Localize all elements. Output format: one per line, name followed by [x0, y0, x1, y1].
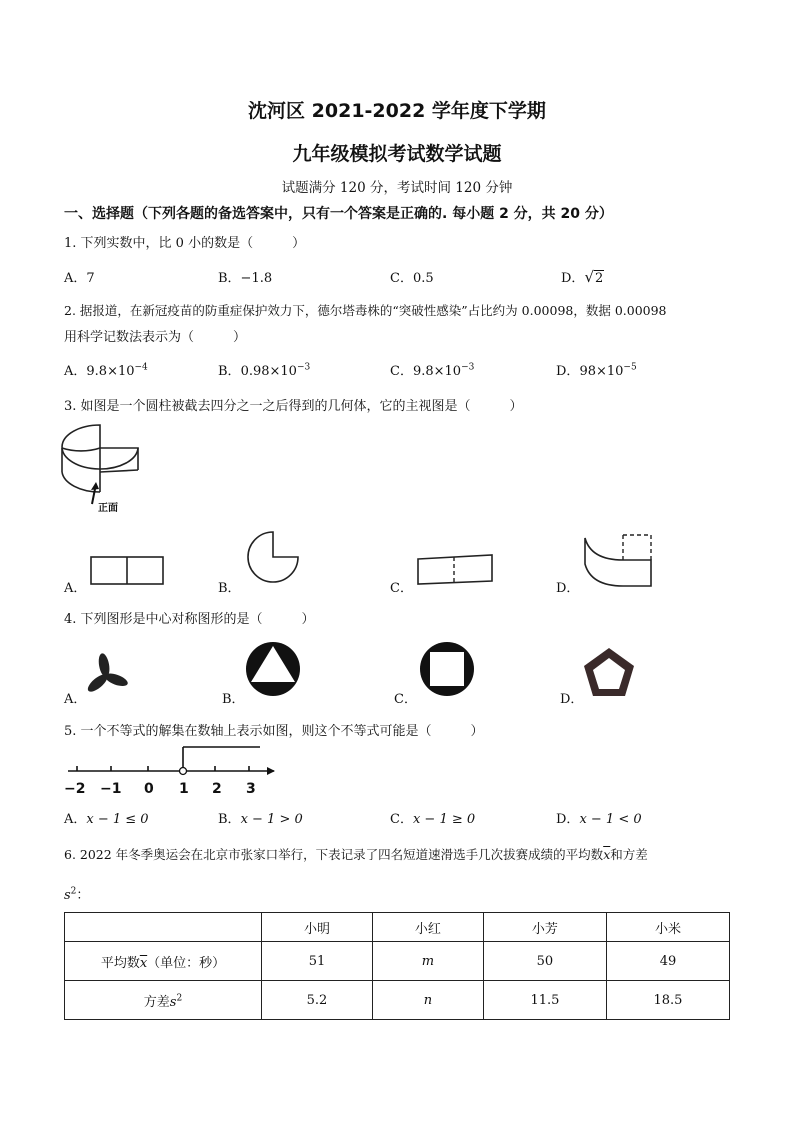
q3-option-a: A． [64, 581, 87, 596]
q3-option-b-figure [246, 530, 302, 586]
colon: ： [76, 888, 90, 903]
row-label-mean [65, 942, 262, 981]
q2-option-b-mantissa: 0.98×10 [240, 364, 297, 379]
q1-option-d [561, 267, 604, 286]
table-cell: 18.5 [606, 981, 729, 1020]
q5-option-a-label: A． [64, 812, 87, 827]
question-3-stem: 3. 如图是一个圆柱被截去四分之一之后得到的几何体，它的主视图是（ ） [64, 399, 523, 414]
q2-option-a [64, 360, 148, 379]
q2-option-a-mantissa: 9.8×10 [86, 364, 135, 379]
table-cell: n [372, 981, 483, 1020]
table-header-cell: 小芳 [483, 913, 606, 942]
q5-option-c [390, 808, 475, 827]
s-exponent: 2 [70, 886, 77, 897]
scores-table [64, 912, 730, 1020]
q4-option-c: C． [394, 692, 417, 707]
tick-label: 0 [144, 781, 154, 797]
s-symbol: s [64, 888, 71, 903]
question-6-stem-text: 6. 2022 年冬季奥运会在北京市张家口举行，下表记录了四名短道速滑选手几次拔赛成绩的平均数 [64, 847, 604, 862]
x-bar-symbol: $\overline{x}$ [603, 847, 611, 862]
table-row [65, 981, 730, 1020]
question-6-variance-symbol [64, 884, 89, 903]
q2-option-a-label: A． [64, 364, 87, 379]
q3-option-d: D． [556, 581, 580, 596]
q2-option-b-label: B． [218, 364, 241, 379]
section-heading: 一、选择题（下列各题的备选答案中，只有一个答案是正确的. 每小题 2 分，共 20 分） [64, 206, 613, 222]
tick-label: 1 [179, 781, 189, 797]
tick-label: 3 [246, 781, 256, 797]
q1-option-a: A．7 [64, 271, 95, 286]
q4-option-d: D． [560, 692, 584, 707]
sqrt-sign: √ [584, 268, 594, 286]
q5-option-a [64, 808, 149, 827]
question-5-stem: 5. 一个不等式的解集在数轴上表示如图，则这个不等式可能是（ ） [64, 724, 484, 739]
row-label-mean-suffix: （单位：秒） [147, 955, 226, 971]
q5-option-c-label: C． [390, 812, 413, 827]
tick-label: 2 [212, 781, 222, 797]
q4-option-c-circle-square-figure [418, 640, 478, 700]
q5-option-b-expr: x − 1 > 0 [240, 812, 303, 827]
q2-option-b-exponent: −3 [296, 362, 311, 373]
question-1-stem: 1. 下列实数中，比 0 小的数是（ ） [64, 236, 306, 251]
q2-option-c [390, 360, 474, 379]
q3-option-c: C． [390, 581, 413, 596]
q5-option-b [218, 808, 303, 827]
q2-option-d-exponent: −5 [623, 362, 637, 373]
table-header-row [65, 913, 730, 942]
s-symbol: s [169, 994, 177, 1010]
q5-option-d-label: D． [556, 812, 580, 827]
question-2-stem-line2: 用科学记数法表示为（ ） [64, 330, 247, 345]
table-cell: 50 [483, 942, 606, 981]
row-label-variance [65, 981, 262, 1020]
question-6-stem [64, 845, 744, 863]
q5-option-d-expr: x − 1 < 0 [579, 812, 642, 827]
front-label: 正面 [98, 503, 118, 514]
q5-option-a-expr: x − 1 ≤ 0 [86, 812, 149, 827]
table-row [65, 942, 730, 981]
q5-option-c-expr: x − 1 ≥ 0 [412, 812, 476, 827]
q1-option-c: C．0.5 [390, 271, 434, 286]
row-label-variance-prefix: 方差 [143, 994, 170, 1010]
table-header-cell: 小米 [606, 913, 729, 942]
sqrt-radicand: 2 [595, 271, 604, 286]
q2-option-d-label: D． [556, 364, 580, 379]
table-cell: 49 [606, 942, 729, 981]
q4-option-d-pentagon-figure [582, 646, 638, 702]
q3-option-c-figure [416, 553, 496, 587]
q1-option-d-label: D． [561, 271, 585, 286]
table-cell: 5.2 [262, 981, 373, 1020]
s-exponent: 2 [176, 993, 183, 1004]
q3-option-b: B． [218, 581, 241, 596]
q3-option-a-figure [90, 556, 166, 586]
table-cell: m [372, 942, 483, 981]
q2-option-d [556, 360, 637, 379]
q2-option-a-exponent: −4 [134, 362, 148, 373]
table-cell: 51 [262, 942, 373, 981]
q2-option-c-exponent: −3 [461, 362, 475, 373]
q4-option-a-propeller-figure [84, 650, 132, 702]
exam-title-line2: 九年级模拟考试数学试题 [292, 143, 502, 165]
question-4-stem: 4. 下列图形是中心对称图形的是（ ） [64, 612, 315, 627]
q1-option-b: B．−1.8 [218, 271, 273, 286]
q4-option-b: B． [222, 692, 245, 707]
row-label-mean-prefix: 平均数 [100, 955, 140, 971]
q5-option-b-label: B． [218, 812, 241, 827]
q2-option-c-label: C． [390, 364, 413, 379]
exam-title-line1: 沈河区 2021-2022 学年度下学期 [248, 100, 546, 122]
q3-option-d-figure [583, 530, 659, 588]
q2-option-b [218, 360, 310, 379]
table-cell: 11.5 [483, 981, 606, 1020]
q4-option-a: A． [64, 692, 87, 707]
q2-option-c-mantissa: 9.8×10 [412, 364, 462, 379]
tick-label: −2 [64, 781, 86, 797]
q2-option-d-mantissa: 98×10 [579, 364, 624, 379]
table-header-cell: 小明 [262, 913, 373, 942]
q5-option-d [556, 808, 642, 827]
question-2-stem-line1: 2. 据报道，在新冠疫苗的防重症保护效力下，德尔塔毒株的“突破性感染”占比约为 0.00098，数据 0.00098 [64, 303, 667, 318]
exam-info: 试题满分 120 分，考试时间 120 分钟 [281, 180, 513, 196]
q4-option-b-circle-triangle-figure [244, 640, 304, 700]
table-header-cell [65, 913, 262, 942]
table-header-cell: 小红 [372, 913, 483, 942]
tick-label: −1 [100, 781, 122, 797]
x-bar-symbol: $\overline{x}$ [139, 955, 148, 971]
question-6-stem-tail: 和方差 [610, 847, 648, 862]
